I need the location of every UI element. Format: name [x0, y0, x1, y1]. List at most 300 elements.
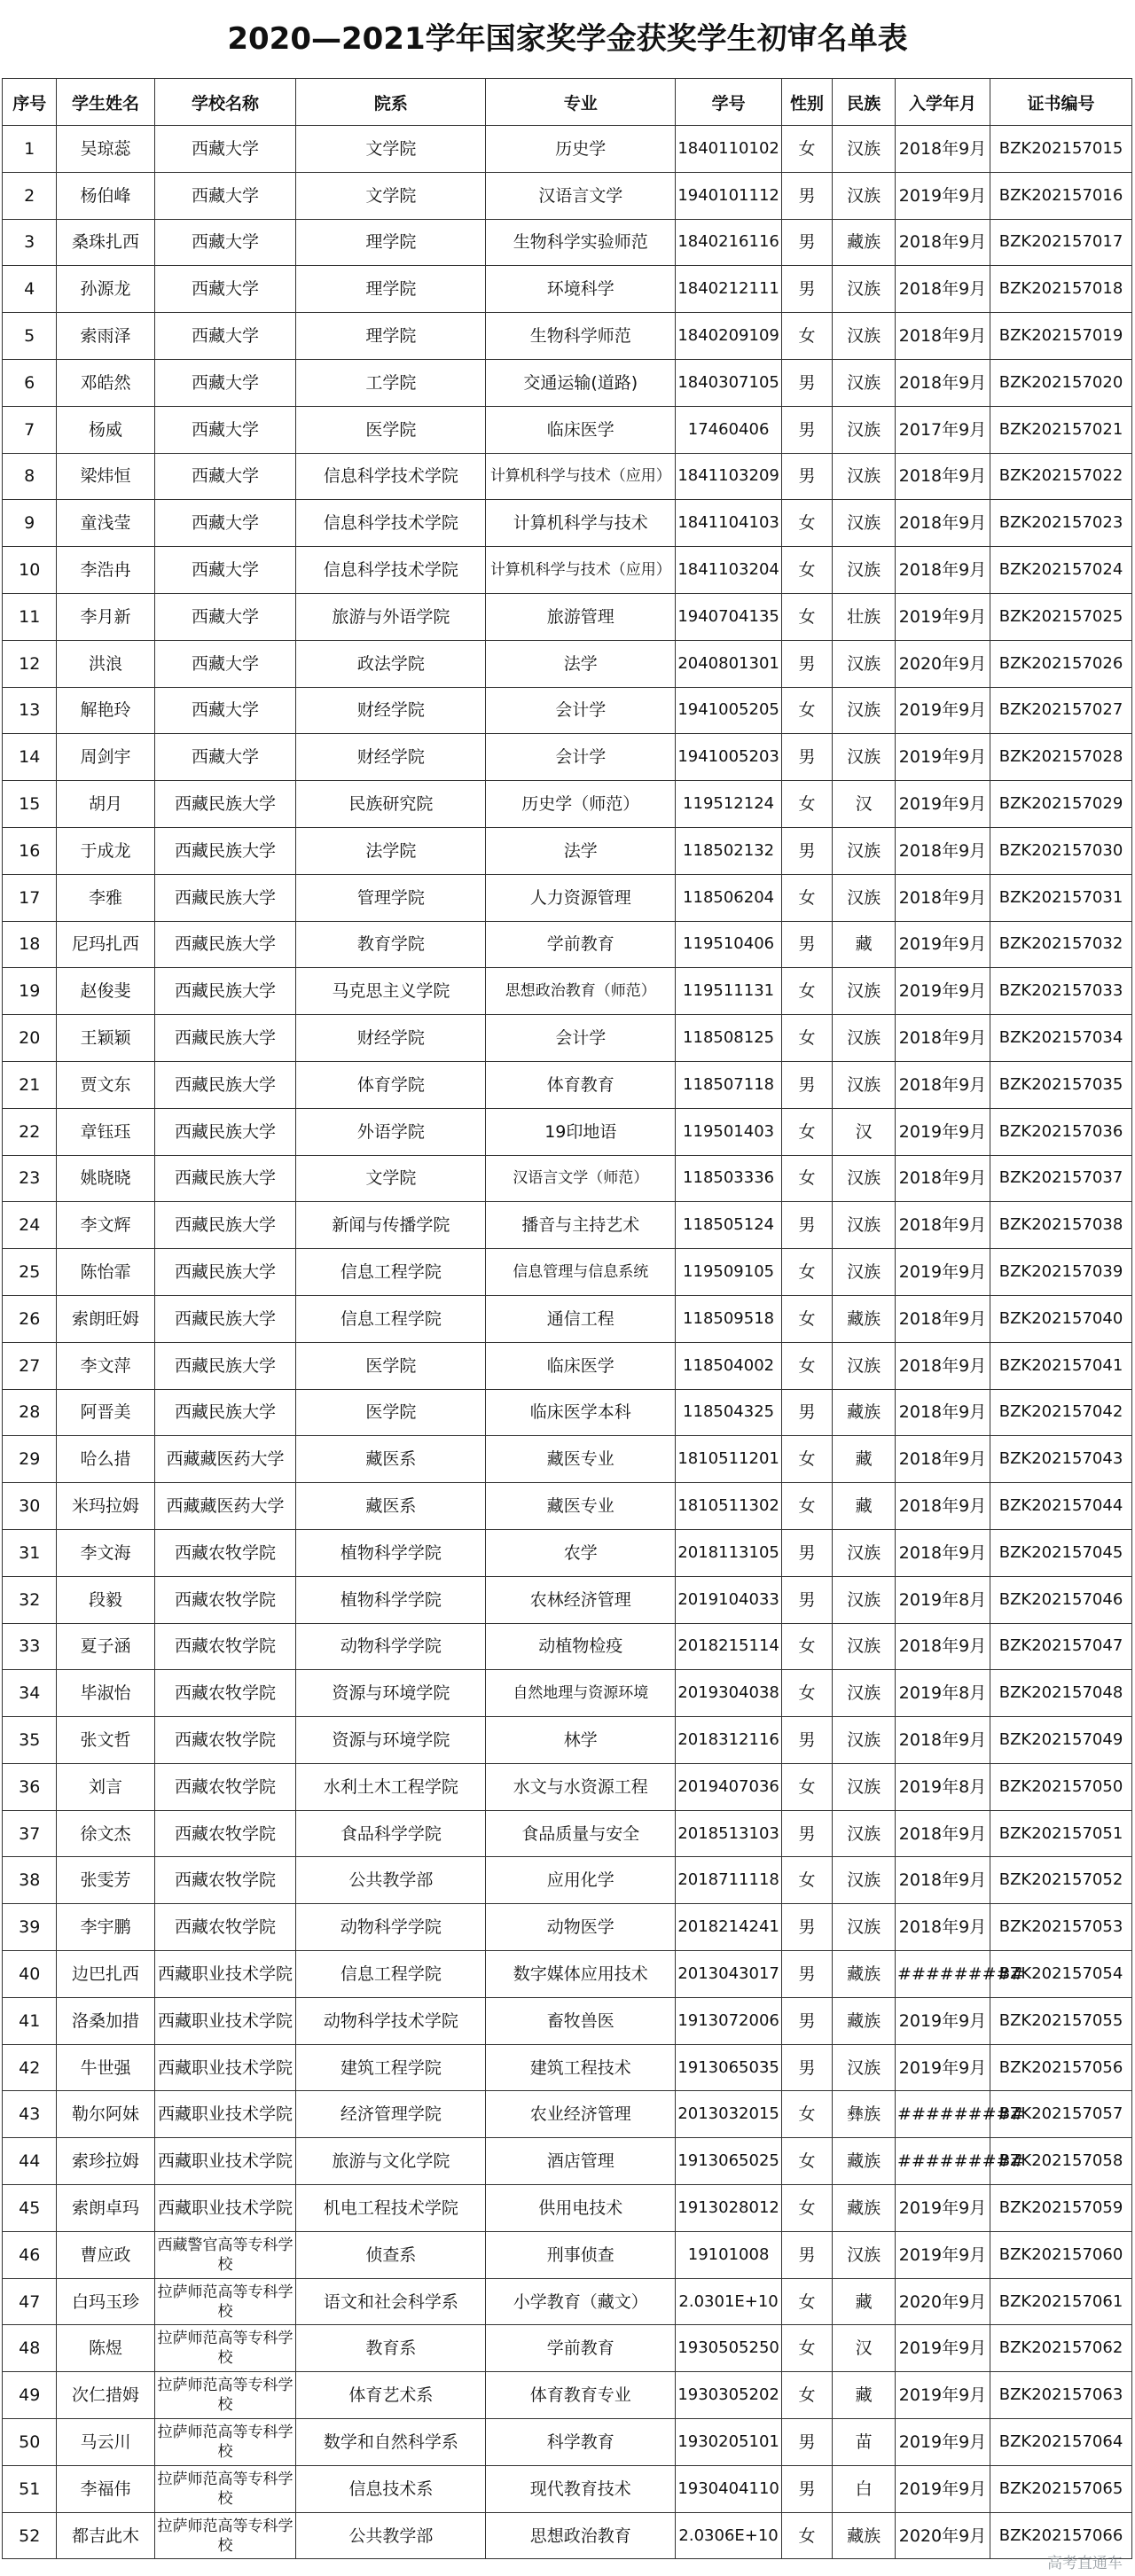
cell-department: 机电工程技术学院: [296, 2185, 486, 2232]
cell-student-id: 118504325: [676, 1389, 782, 1436]
cell-certificate: BZK202157044: [990, 1483, 1132, 1530]
cell-gender: 男: [781, 1529, 832, 1576]
table-row: [3, 921, 1132, 968]
table-row: [3, 1857, 1132, 1904]
cell-enrollment: 2018年9月: [896, 1061, 990, 1108]
cell-school: 西藏农牧学院: [154, 1857, 296, 1904]
cell-student-id: 2018312116: [676, 1717, 782, 1764]
cell-gender: 男: [781, 172, 832, 219]
table-row: [3, 2278, 1132, 2325]
cell-student-id: 2018214241: [676, 1904, 782, 1951]
cell-major: 会计学: [486, 734, 676, 781]
cell-certificate: BZK202157040: [990, 1295, 1132, 1342]
cell-gender: 女: [781, 1342, 832, 1389]
cell-department: 体育学院: [296, 1061, 486, 1108]
cell-index: 42: [3, 2044, 57, 2091]
column-header: 学校名称: [154, 79, 296, 126]
cell-department: 财经学院: [296, 734, 486, 781]
cell-school: 西藏农牧学院: [154, 1670, 296, 1717]
cell-gender: 女: [781, 1108, 832, 1155]
cell-index: 31: [3, 1529, 57, 1576]
table-row: [3, 1717, 1132, 1764]
cell-school: 西藏职业技术学院: [154, 2091, 296, 2138]
cell-major: 水文与水资源工程: [486, 1763, 676, 1810]
scholarship-table: [2, 78, 1132, 2559]
cell-ethnicity: 汉: [833, 781, 896, 828]
cell-department: 民族研究院: [296, 781, 486, 828]
cell-name: 张文哲: [57, 1717, 154, 1764]
cell-major: 体育教育: [486, 1061, 676, 1108]
cell-major: 农学: [486, 1529, 676, 1576]
cell-school: 拉萨师范高等专科学校: [154, 2512, 296, 2559]
table-row: [3, 968, 1132, 1015]
cell-name: 李文辉: [57, 1202, 154, 1249]
cell-gender: 男: [781, 1810, 832, 1857]
cell-student-id: 1913028012: [676, 2185, 782, 2232]
cell-student-id: 1930404110: [676, 2465, 782, 2512]
cell-certificate: BZK202157038: [990, 1202, 1132, 1249]
cell-index: 48: [3, 2325, 57, 2372]
cell-major: 藏医专业: [486, 1436, 676, 1483]
cell-school: 西藏大学: [154, 734, 296, 781]
cell-department: 理学院: [296, 266, 486, 313]
cell-ethnicity: 汉族: [833, 172, 896, 219]
cell-department: 资源与环境学院: [296, 1717, 486, 1764]
cell-gender: 男: [781, 219, 832, 266]
table-body: [3, 126, 1132, 2559]
cell-index: 36: [3, 1763, 57, 1810]
cell-major: 生物科学师范: [486, 313, 676, 360]
cell-department: 信息科学技术学院: [296, 500, 486, 547]
cell-enrollment: 2019年9月: [896, 2044, 990, 2091]
cell-index: 38: [3, 1857, 57, 1904]
cell-ethnicity: 汉族: [833, 1202, 896, 1249]
cell-student-id: 2018215114: [676, 1623, 782, 1670]
cell-index: 40: [3, 1951, 57, 1998]
cell-school: 西藏藏医药大学: [154, 1483, 296, 1530]
cell-enrollment: 2018年9月: [896, 1857, 990, 1904]
cell-name: 哈么措: [57, 1436, 154, 1483]
cell-major: 会计学: [486, 1015, 676, 1062]
cell-certificate: BZK202157029: [990, 781, 1132, 828]
cell-certificate: BZK202157055: [990, 1997, 1132, 2044]
cell-ethnicity: 彝族: [833, 2091, 896, 2138]
cell-enrollment: 2019年9月: [896, 734, 990, 781]
cell-name: 李宇鹏: [57, 1904, 154, 1951]
table-row: [3, 1623, 1132, 1670]
table-row: [3, 2231, 1132, 2278]
cell-student-id: 2019304038: [676, 1670, 782, 1717]
cell-student-id: 1840307105: [676, 359, 782, 406]
cell-gender: 女: [781, 593, 832, 640]
cell-department: 资源与环境学院: [296, 1670, 486, 1717]
cell-school: 西藏民族大学: [154, 827, 296, 874]
cell-certificate: BZK202157018: [990, 266, 1132, 313]
cell-student-id: 2013043017: [676, 1951, 782, 1998]
cell-student-id: 2019104033: [676, 1576, 782, 1623]
cell-student-id: 1840110102: [676, 126, 782, 173]
cell-certificate: BZK202157050: [990, 1763, 1132, 1810]
cell-major: 法学: [486, 827, 676, 874]
cell-enrollment: 2019年9月: [896, 1249, 990, 1296]
cell-gender: 女: [781, 1857, 832, 1904]
cell-index: 32: [3, 1576, 57, 1623]
cell-school: 西藏民族大学: [154, 1342, 296, 1389]
cell-department: 工学院: [296, 359, 486, 406]
cell-name: 于成龙: [57, 827, 154, 874]
cell-school: 西藏民族大学: [154, 1202, 296, 1249]
cell-major: 计算机科学与技术（应用）: [486, 453, 676, 500]
cell-student-id: 118506204: [676, 874, 782, 921]
cell-gender: 女: [781, 2138, 832, 2185]
cell-major: 学前教育: [486, 2325, 676, 2372]
cell-enrollment: 2019年9月: [896, 1108, 990, 1155]
cell-certificate: BZK202157016: [990, 172, 1132, 219]
cell-ethnicity: 汉族: [833, 968, 896, 1015]
cell-name: 马云川: [57, 2419, 154, 2466]
cell-school: 西藏民族大学: [154, 1389, 296, 1436]
cell-enrollment: 2018年9月: [896, 1717, 990, 1764]
cell-name: 徐文杰: [57, 1810, 154, 1857]
cell-name: 洪浪: [57, 640, 154, 687]
cell-gender: 男: [781, 2465, 832, 2512]
cell-school: 西藏农牧学院: [154, 1623, 296, 1670]
cell-name: 李雅: [57, 874, 154, 921]
cell-ethnicity: 汉族: [833, 734, 896, 781]
cell-certificate: BZK202157020: [990, 359, 1132, 406]
cell-school: 拉萨师范高等专科学校: [154, 2465, 296, 2512]
cell-gender: 女: [781, 547, 832, 594]
cell-school: 西藏大学: [154, 453, 296, 500]
cell-department: 文学院: [296, 1155, 486, 1202]
cell-gender: 男: [781, 2231, 832, 2278]
cell-major: 体育教育专业: [486, 2372, 676, 2419]
cell-school: 西藏农牧学院: [154, 1529, 296, 1576]
cell-index: 4: [3, 266, 57, 313]
cell-enrollment: 2018年9月: [896, 1202, 990, 1249]
cell-department: 信息工程学院: [296, 1951, 486, 1998]
cell-name: 桑珠扎西: [57, 219, 154, 266]
cell-ethnicity: 汉族: [833, 2044, 896, 2091]
cell-department: 公共教学部: [296, 2512, 486, 2559]
cell-enrollment: 2019年9月: [896, 2185, 990, 2232]
cell-enrollment: 2018年9月: [896, 1904, 990, 1951]
cell-major: 食品质量与安全: [486, 1810, 676, 1857]
cell-gender: 男: [781, 2044, 832, 2091]
cell-index: 39: [3, 1904, 57, 1951]
cell-certificate: BZK202157051: [990, 1810, 1132, 1857]
cell-school: 西藏大学: [154, 406, 296, 453]
cell-gender: 女: [781, 1249, 832, 1296]
cell-index: 17: [3, 874, 57, 921]
cell-school: 西藏民族大学: [154, 1015, 296, 1062]
cell-enrollment: 2018年9月: [896, 827, 990, 874]
cell-ethnicity: 藏族: [833, 2185, 896, 2232]
cell-name: 索朗旺姆: [57, 1295, 154, 1342]
cell-index: 52: [3, 2512, 57, 2559]
cell-gender: 女: [781, 2512, 832, 2559]
cell-name: 章钰珏: [57, 1108, 154, 1155]
cell-ethnicity: 藏族: [833, 2512, 896, 2559]
cell-certificate: BZK202157052: [990, 1857, 1132, 1904]
cell-student-id: 119501403: [676, 1108, 782, 1155]
cell-name: 吴琼蕊: [57, 126, 154, 173]
cell-enrollment: 2018年9月: [896, 874, 990, 921]
cell-department: 教育学院: [296, 921, 486, 968]
cell-major: 农业经济管理: [486, 2091, 676, 2138]
cell-major: 建筑工程技术: [486, 2044, 676, 2091]
cell-student-id: 118508125: [676, 1015, 782, 1062]
cell-department: 文学院: [296, 126, 486, 173]
cell-certificate: BZK202157066: [990, 2512, 1132, 2559]
table-row: [3, 406, 1132, 453]
cell-department: 医学院: [296, 1342, 486, 1389]
table-row: [3, 2419, 1132, 2466]
cell-enrollment: 2020年9月: [896, 640, 990, 687]
cell-school: 西藏警官高等专科学校: [154, 2231, 296, 2278]
cell-enrollment: #########: [896, 2091, 990, 2138]
cell-student-id: 1841104103: [676, 500, 782, 547]
cell-gender: 男: [781, 266, 832, 313]
cell-ethnicity: 汉族: [833, 1810, 896, 1857]
table-row: [3, 2185, 1132, 2232]
cell-certificate: BZK202157022: [990, 453, 1132, 500]
table-row: [3, 2138, 1132, 2185]
cell-certificate: BZK202157058: [990, 2138, 1132, 2185]
cell-index: 51: [3, 2465, 57, 2512]
table-row: [3, 1483, 1132, 1530]
cell-school: 西藏农牧学院: [154, 1904, 296, 1951]
cell-name: 李浩冉: [57, 547, 154, 594]
cell-ethnicity: 汉族: [833, 827, 896, 874]
column-header: 学号: [676, 79, 782, 126]
cell-name: 周剑宇: [57, 734, 154, 781]
cell-enrollment: 2019年8月: [896, 1763, 990, 1810]
cell-ethnicity: 藏: [833, 1483, 896, 1530]
cell-ethnicity: 汉族: [833, 2231, 896, 2278]
cell-ethnicity: 藏族: [833, 1295, 896, 1342]
cell-student-id: 19101008: [676, 2231, 782, 2278]
cell-enrollment: 2018年9月: [896, 1623, 990, 1670]
cell-student-id: 2018513103: [676, 1810, 782, 1857]
cell-student-id: 2018113105: [676, 1529, 782, 1576]
cell-school: 西藏民族大学: [154, 781, 296, 828]
cell-school: 西藏民族大学: [154, 874, 296, 921]
cell-ethnicity: 汉族: [833, 1155, 896, 1202]
cell-certificate: BZK202157041: [990, 1342, 1132, 1389]
cell-major: 酒店管理: [486, 2138, 676, 2185]
cell-index: 18: [3, 921, 57, 968]
cell-school: 西藏农牧学院: [154, 1717, 296, 1764]
cell-school: 西藏大学: [154, 500, 296, 547]
cell-index: 34: [3, 1670, 57, 1717]
cell-certificate: BZK202157043: [990, 1436, 1132, 1483]
cell-department: 数学和自然科学系: [296, 2419, 486, 2466]
cell-enrollment: 2018年9月: [896, 313, 990, 360]
cell-major: 信息管理与信息系统: [486, 1249, 676, 1296]
cell-certificate: BZK202157059: [990, 2185, 1132, 2232]
table-row: [3, 1389, 1132, 1436]
cell-major: 计算机科学与技术: [486, 500, 676, 547]
cell-index: 12: [3, 640, 57, 687]
cell-department: 教育系: [296, 2325, 486, 2372]
cell-ethnicity: 藏: [833, 2278, 896, 2325]
cell-enrollment: 2019年9月: [896, 2372, 990, 2419]
cell-ethnicity: 藏族: [833, 1389, 896, 1436]
cell-certificate: BZK202157030: [990, 827, 1132, 874]
cell-major: 历史学（师范）: [486, 781, 676, 828]
cell-ethnicity: 汉族: [833, 1529, 896, 1576]
cell-gender: 男: [781, 1904, 832, 1951]
cell-name: 索雨泽: [57, 313, 154, 360]
table-row: [3, 1202, 1132, 1249]
cell-name: 次仁措姆: [57, 2372, 154, 2419]
cell-ethnicity: 汉族: [833, 874, 896, 921]
cell-ethnicity: 汉族: [833, 640, 896, 687]
cell-enrollment: 2018年9月: [896, 1436, 990, 1483]
table-row: [3, 2465, 1132, 2512]
cell-student-id: 119511131: [676, 968, 782, 1015]
cell-student-id: 118504002: [676, 1342, 782, 1389]
table-row: [3, 2044, 1132, 2091]
cell-major: 思想政治教育（师范）: [486, 968, 676, 1015]
cell-department: 信息工程学院: [296, 1249, 486, 1296]
cell-ethnicity: 汉族: [833, 1904, 896, 1951]
cell-gender: 女: [781, 2278, 832, 2325]
cell-ethnicity: 汉族: [833, 1061, 896, 1108]
cell-school: 西藏民族大学: [154, 1061, 296, 1108]
cell-student-id: 119509105: [676, 1249, 782, 1296]
cell-department: 动物科学学院: [296, 1623, 486, 1670]
cell-gender: 男: [781, 406, 832, 453]
cell-ethnicity: 汉族: [833, 1015, 896, 1062]
cell-major: 临床医学: [486, 1342, 676, 1389]
cell-certificate: BZK202157036: [990, 1108, 1132, 1155]
cell-student-id: 118502132: [676, 827, 782, 874]
cell-student-id: 118509518: [676, 1295, 782, 1342]
cell-index: 41: [3, 1997, 57, 2044]
cell-certificate: BZK202157060: [990, 2231, 1132, 2278]
table-row: [3, 1061, 1132, 1108]
cell-major: 藏医专业: [486, 1483, 676, 1530]
cell-department: 医学院: [296, 406, 486, 453]
cell-department: 动物科学技术学院: [296, 1997, 486, 2044]
cell-enrollment: 2019年8月: [896, 1576, 990, 1623]
cell-index: 35: [3, 1717, 57, 1764]
cell-student-id: 2040801301: [676, 640, 782, 687]
cell-gender: 女: [781, 2325, 832, 2372]
cell-gender: 男: [781, 453, 832, 500]
cell-index: 15: [3, 781, 57, 828]
cell-department: 理学院: [296, 219, 486, 266]
cell-certificate: BZK202157035: [990, 1061, 1132, 1108]
cell-name: 洛桑加措: [57, 1997, 154, 2044]
cell-certificate: BZK202157048: [990, 1670, 1132, 1717]
cell-department: 外语学院: [296, 1108, 486, 1155]
cell-school: 西藏大学: [154, 313, 296, 360]
cell-gender: 男: [781, 1951, 832, 1998]
table-header: [3, 79, 1132, 126]
cell-major: 交通运输(道路): [486, 359, 676, 406]
cell-major: 思想政治教育: [486, 2512, 676, 2559]
cell-index: 27: [3, 1342, 57, 1389]
watermark-logo: 高考直通车: [1047, 2555, 1123, 2572]
cell-ethnicity: 汉族: [833, 1342, 896, 1389]
table-row: [3, 313, 1132, 360]
cell-enrollment: 2018年9月: [896, 126, 990, 173]
cell-enrollment: #########: [896, 2138, 990, 2185]
cell-school: 西藏职业技术学院: [154, 2138, 296, 2185]
cell-major: 法学: [486, 640, 676, 687]
cell-certificate: BZK202157056: [990, 2044, 1132, 2091]
cell-certificate: BZK202157061: [990, 2278, 1132, 2325]
cell-school: 拉萨师范高等专科学校: [154, 2325, 296, 2372]
column-header: 入学年月: [896, 79, 990, 126]
cell-gender: 女: [781, 500, 832, 547]
cell-name: 胡月: [57, 781, 154, 828]
cell-name: 张雯芳: [57, 1857, 154, 1904]
cell-ethnicity: 汉族: [833, 1249, 896, 1296]
cell-major: 人力资源管理: [486, 874, 676, 921]
cell-gender: 女: [781, 1015, 832, 1062]
cell-certificate: BZK202157054: [990, 1951, 1132, 1998]
cell-name: 赵俊斐: [57, 968, 154, 1015]
table-row: [3, 500, 1132, 547]
cell-major: 应用化学: [486, 1857, 676, 1904]
cell-student-id: 2013032015: [676, 2091, 782, 2138]
cell-enrollment: 2018年9月: [896, 1529, 990, 1576]
cell-certificate: BZK202157064: [990, 2419, 1132, 2466]
cell-major: 自然地理与资源环境: [486, 1670, 676, 1717]
cell-enrollment: 2018年9月: [896, 453, 990, 500]
cell-student-id: 1940704135: [676, 593, 782, 640]
table-row: [3, 874, 1132, 921]
cell-index: 20: [3, 1015, 57, 1062]
table-row: [3, 687, 1132, 734]
cell-major: 现代教育技术: [486, 2465, 676, 2512]
cell-school: 西藏藏医药大学: [154, 1436, 296, 1483]
cell-index: 37: [3, 1810, 57, 1857]
cell-certificate: BZK202157033: [990, 968, 1132, 1015]
cell-major: 临床医学本科: [486, 1389, 676, 1436]
cell-gender: 女: [781, 313, 832, 360]
table-row: [3, 781, 1132, 828]
cell-certificate: BZK202157028: [990, 734, 1132, 781]
cell-gender: 女: [781, 1436, 832, 1483]
column-header: 证书编号: [990, 79, 1132, 126]
cell-school: 西藏民族大学: [154, 1108, 296, 1155]
cell-department: 建筑工程学院: [296, 2044, 486, 2091]
cell-index: 22: [3, 1108, 57, 1155]
cell-major: 计算机科学与技术（应用）: [486, 547, 676, 594]
cell-major: 林学: [486, 1717, 676, 1764]
cell-certificate: BZK202157062: [990, 2325, 1132, 2372]
cell-ethnicity: 藏族: [833, 1951, 896, 1998]
cell-ethnicity: 汉族: [833, 547, 896, 594]
cell-major: 19印地语: [486, 1108, 676, 1155]
cell-gender: 男: [781, 2419, 832, 2466]
cell-ethnicity: 汉族: [833, 313, 896, 360]
cell-department: 新闻与传播学院: [296, 1202, 486, 1249]
cell-name: 勒尔阿妹: [57, 2091, 154, 2138]
cell-department: 水利土木工程学院: [296, 1763, 486, 1810]
cell-department: 体育艺术系: [296, 2372, 486, 2419]
cell-certificate: BZK202157023: [990, 500, 1132, 547]
cell-index: 23: [3, 1155, 57, 1202]
cell-ethnicity: 壮族: [833, 593, 896, 640]
cell-department: 政法学院: [296, 640, 486, 687]
cell-certificate: BZK202157057: [990, 2091, 1132, 2138]
